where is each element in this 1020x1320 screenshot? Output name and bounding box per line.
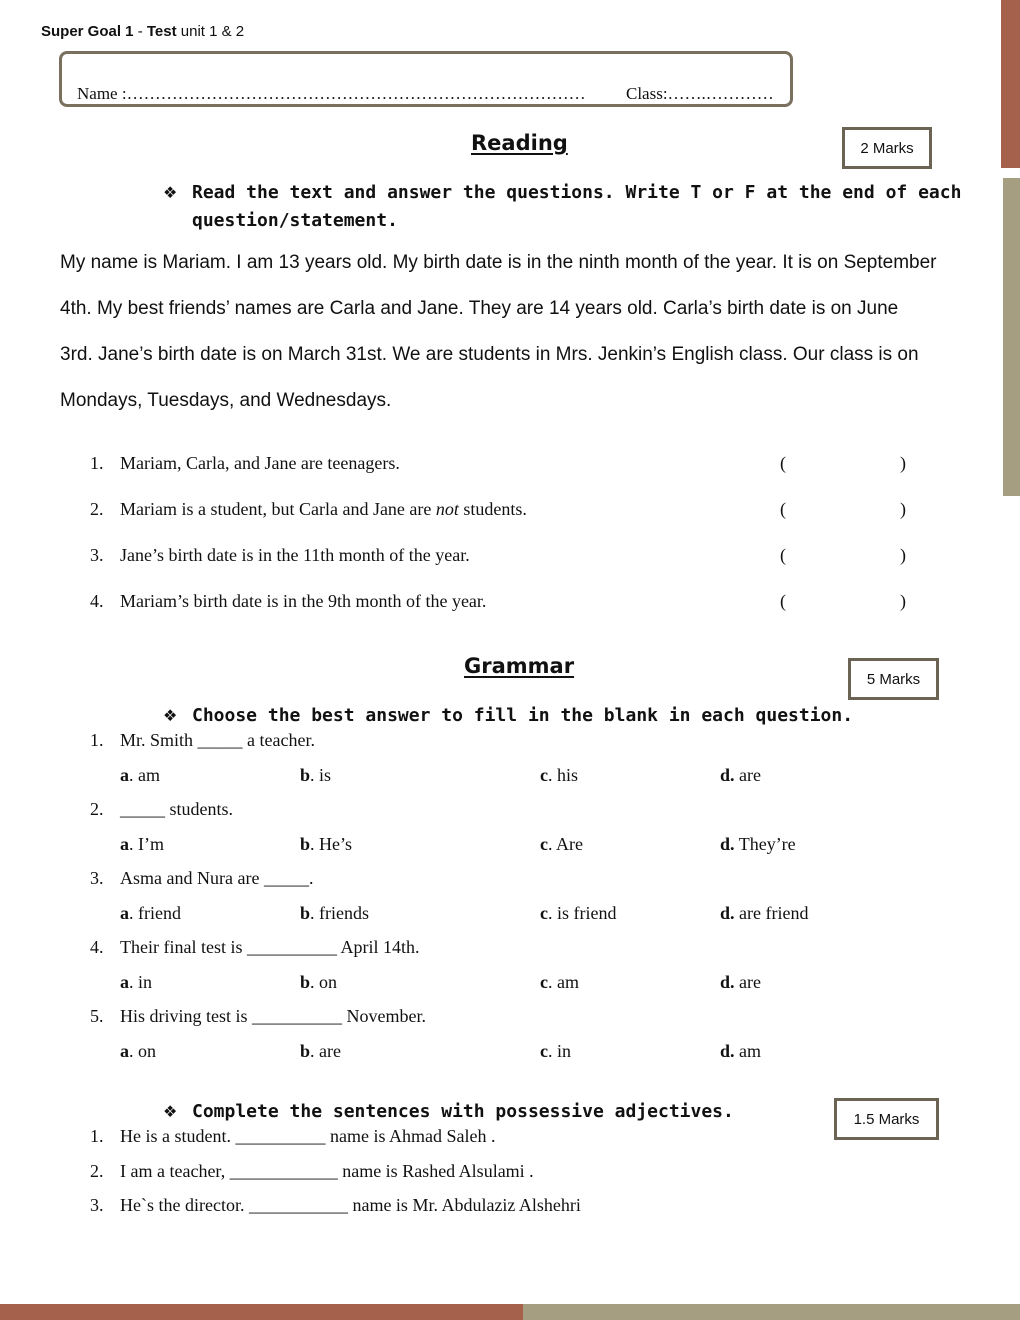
class-field[interactable]: Class:…….………… [626,84,774,103]
option-c[interactable]: c. his [540,765,579,785]
possessive-item-text[interactable]: He is a student. __________ name is Ahmad Saleh . [120,1126,496,1146]
tf-answer-close: ) [900,591,906,611]
reading-marks-box: 2 Marks [842,127,932,169]
tf-question-text: Jane’s birth date is in the 11th month of the year. [120,545,470,565]
tf-question-text: Mariam’s birth date is in the 9th month of the year. [120,591,487,611]
option-c[interactable]: c. am [540,972,579,992]
option-c[interactable]: c. in [540,1041,572,1061]
header-test: Test [146,23,177,40]
possessive-item-text[interactable]: I am a teacher, ____________ name is Rashed Alsulami . [120,1161,534,1181]
tf-question-text: Mariam is a student, but Carla and Jane are not students. [120,499,527,519]
header-unit: unit 1 & 2 [176,23,245,40]
grammar-marks-box: 5 Marks [848,658,939,700]
possessive-item-text[interactable]: He`s the director. ___________ name is Mr. Abdulaziz Alshehri [120,1195,581,1215]
tf-question-number: 4. [90,591,104,611]
right-accent-bar-top [1001,0,1020,168]
reading-title: Reading [471,131,568,155]
emphasis-not: not [435,499,459,519]
diamond-bullet-icon: ❖ [163,706,178,725]
option-b[interactable]: b. on [300,972,338,992]
grammar-instruction: Choose the best answer to fill in the blank in each question. [192,705,854,726]
tf-answer-open[interactable]: ( [780,545,786,565]
option-d[interactable]: d. are friend [720,903,809,923]
possessive-marks-box: 1.5 Marks [834,1098,939,1140]
option-d[interactable]: d. am [720,1041,762,1061]
option-a[interactable]: a. I’m [120,834,164,854]
bottom-accent-bar-left [0,1304,523,1320]
option-d[interactable]: d. They’re [720,834,796,854]
option-a[interactable]: a. in [120,972,153,992]
option-a[interactable]: a. am [120,765,160,785]
tf-answer-close: ) [900,499,906,519]
passage-line: 4th. My best friends’ names are Carla and Jane. They are 14 years old. Carla’s birth date is on June [60,298,899,319]
grammar-question-text: Mr. Smith _____ a teacher. [120,730,315,750]
student-info-box [59,51,793,107]
tf-answer-open[interactable]: ( [780,591,786,611]
header-book: Super Goal 1 [41,23,134,40]
grammar-question-text: Asma and Nura are _____. [120,868,314,888]
right-accent-bar-bottom [1003,178,1020,496]
grammar-question-number: 5. [90,1006,104,1026]
header-separator: - [133,23,147,40]
tf-question-number: 3. [90,545,104,565]
diamond-bullet-icon: ❖ [163,183,178,202]
possessive-item-number: 3. [90,1195,104,1215]
option-b[interactable]: b. He’s [300,834,353,854]
reading-instruction-line1: Read the text and answer the questions. Write T or F at the end of each [192,182,962,203]
tf-question-number: 1. [90,453,104,473]
option-b[interactable]: b. is [300,765,332,785]
grammar-question-number: 2. [90,799,104,819]
page-header [41,23,244,40]
grammar-question-number: 4. [90,937,104,957]
grammar-question-text: Their final test is __________ April 14th. [120,937,420,957]
option-c[interactable]: c. is friend [540,903,617,923]
option-b[interactable]: b. are [300,1041,341,1061]
tf-answer-open[interactable]: ( [780,453,786,473]
tf-question-number: 2. [90,499,104,519]
grammar-question-number: 1. [90,730,104,750]
option-c[interactable]: c. Are [540,834,583,854]
tf-answer-close: ) [900,453,906,473]
name-field[interactable]: Name :……………………………………………………………………… [77,84,586,103]
diamond-bullet-icon: ❖ [163,1102,178,1121]
bottom-accent-bar-right [523,1304,1020,1320]
grammar-question-number: 3. [90,868,104,888]
reading-instruction-line2: question/statement. [192,210,398,231]
possessive-item-number: 1. [90,1126,104,1146]
grammar-title: Grammar [464,654,575,678]
option-a[interactable]: a. friend [120,903,181,923]
passage-line: Mondays, Tuesdays, and Wednesdays. [60,390,392,411]
tf-answer-open[interactable]: ( [780,499,786,519]
option-a[interactable]: a. on [120,1041,156,1061]
possessive-instruction: Complete the sentences with possessive adjectives. [192,1101,734,1122]
passage-line: 3rd. Jane’s birth date is on March 31st. We are students in Mrs. Jenkin’s English class. Our class is on [60,344,919,365]
grammar-question-text: _____ students. [120,799,234,819]
passage-line: My name is Mariam. I am 13 years old. My birth date is in the ninth month of the year. It is on September [60,252,937,273]
option-d[interactable]: d. are [720,765,761,785]
tf-answer-close: ) [900,545,906,565]
option-b[interactable]: b. friends [300,903,369,923]
option-d[interactable]: d. are [720,972,761,992]
grammar-question-text: His driving test is __________ November. [120,1006,426,1026]
tf-question-text: Mariam, Carla, and Jane are teenagers. [120,453,400,473]
possessive-item-number: 2. [90,1161,104,1181]
